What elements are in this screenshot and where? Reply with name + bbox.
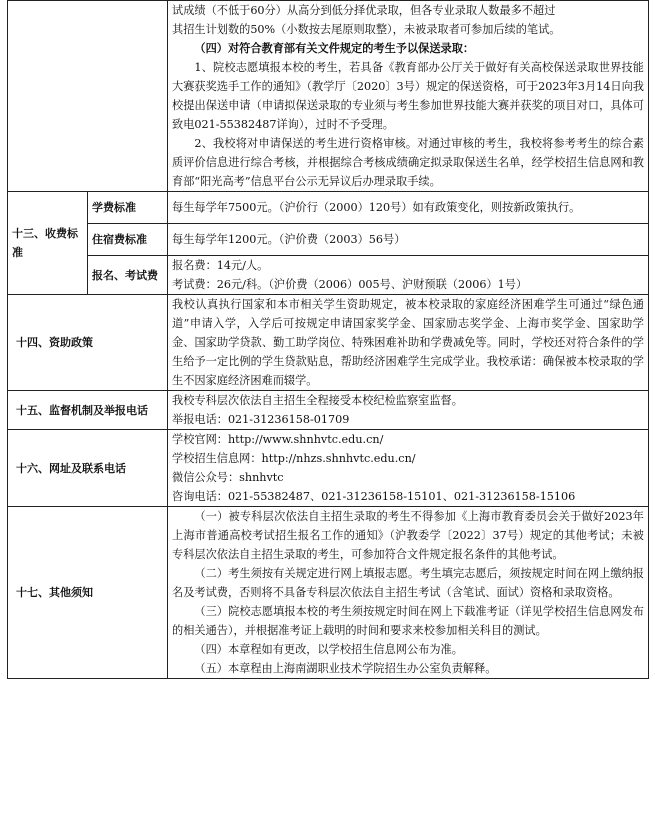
section-12-header-cell — [8, 1, 168, 192]
fee-row-accommodation — [8, 224, 649, 256]
section-16-row — [8, 430, 649, 507]
notice-item-3: （三）院校志愿填报本校的考生须按规定时间在网上下载准考证（详见学校招生信息网发布的相关通告），并根据准考证上载明的时间和要求来校参加相关科目的测试。 — [172, 605, 644, 637]
fee-content-exam — [168, 256, 649, 295]
wechat-account: 微信公众号：shnhvtc — [172, 471, 284, 484]
section-12-subtitle: （四）对符合教育部有关文件规定的考生予以保送录取： — [194, 42, 475, 55]
fee-label-exam: 报名、考试费 — [88, 256, 168, 295]
section-14-content: 我校认真执行国家和本市相关学生资助规定，被本校录取的家庭经济困难学生可通过“绿色通道”申请入学，入学后可按规定申请国家奖学金、国家励志奖学金、上海市奖学金、国家助学金、国家助学贷款、勤工助学岗位、特殊困难补助和学费减免等。同时，学校还对符合条件的学生给予一定比例的学生贷款贴息，帮助经济困难学生完成学业。我校承诺：确保被本校录取的学生不因家庭经济困难而辍学。 — [168, 295, 649, 391]
notice-item-2: （二）考生须按有关规定进行网上填报志愿。考生填完志愿后，须按规定时间在网上缴纳报名及考试费，否则将不具备专科层次依法自主招生考试（含笔试、面试）资格和录取资格。 — [172, 567, 644, 599]
fee-row-tuition — [8, 192, 649, 224]
section-14-row — [8, 295, 649, 391]
section-15-content — [168, 391, 649, 430]
notice-item-1: （一）被专科层次依法自主招生录取的考生不得参加《上海市教育委员会关于做好2023年上海市普通高校考试招生报名工作的通知》（沪教委学〔2022〕37号）规定的其他考试；未被专科层次依法自主招生录取的考生，可参加符合文件规定报名条件的其他考试。 — [172, 510, 644, 561]
admission-regulations-table — [7, 0, 649, 679]
consultation-phones: 咨询电话：021-55382487、021-31236158-15101、021-31236158-15106 — [172, 490, 576, 503]
section-12-row — [8, 1, 649, 192]
section-16-title: 十六、网址及联系电话 — [8, 430, 168, 507]
section-15-line-1: 我校专科层次依法自主招生全程接受本校纪检监察室监督。 — [172, 394, 463, 407]
section-12-line-1: 试成绩（不低于60分）从高分到低分择优录取，但各专业录取人数最多不超过 — [172, 4, 556, 17]
section-17-title: 十七、其他须知 — [8, 507, 168, 679]
section-15-row — [8, 391, 649, 430]
fee-content-tuition: 每生每学年7500元。（沪价行（2000）120号）如有政策变化，则按新政策执行。 — [168, 192, 649, 224]
fee-exam-line-2: 考试费：26元/科。（沪价费（2006）005号、沪财预联（2006）1号） — [172, 278, 528, 291]
section-12-paragraph-2: 2、我校将对申请保送的考生进行资格审核。对通过审核的考生，我校将参考考生的综合素质评价信息进行综合考核，并根据综合考核成绩确定拟录取保送生名单，经学校招生信息网和教育部“阳光高考”信息平台公示无异议后办理录取手续。 — [172, 137, 644, 188]
notice-item-4: （四）本章程如有更改，以学校招生信息网公布为准。 — [194, 643, 463, 656]
notice-item-5: （五）本章程由上海南湖职业技术学院招生办公室负责解释。 — [194, 662, 497, 675]
fee-exam-line-1: 报名费：14元/人。 — [172, 259, 269, 272]
section-15-title: 十五、监督机制及举报电话 — [8, 391, 168, 430]
section-13-title: 十三、收费标准 — [8, 192, 88, 295]
section-14-title: 十四、资助政策 — [8, 295, 168, 391]
admissions-website-link[interactable]: 学校招生信息网：http://nhzs.shnhvtc.edu.cn/ — [172, 452, 416, 465]
report-phone: 举报电话：021-31236158-01709 — [172, 413, 350, 426]
fee-row-exam — [8, 256, 649, 295]
fee-content-accommodation: 每生每学年1200元。（沪价费（2003）56号） — [168, 224, 649, 256]
fee-label-tuition: 学费标准 — [88, 192, 168, 224]
section-12-content — [168, 1, 649, 192]
fee-label-accommodation: 住宿费标准 — [88, 224, 168, 256]
section-12-line-2: 其招生计划数的50%（小数按去尾原则取整），未被录取者可参加后续的笔试。 — [172, 23, 561, 36]
section-17-content — [168, 507, 649, 679]
school-website-link[interactable]: 学校官网：http://www.shnhvtc.edu.cn/ — [172, 433, 384, 446]
section-12-paragraph-1: 1、院校志愿填报本校的考生，若具备《教育部办公厅关于做好有关高校保送录取世界技能大赛获奖选手工作的通知》（教学厅〔2020〕3号）规定的保送资格，可于2023年3月14日向我校提出保送申请（申请拟保送录取的专业须与考生参加世界技能大赛并获奖的项目对口，具体可致电021-55382487详询），过时不予受理。 — [172, 61, 644, 131]
section-16-content — [168, 430, 649, 507]
section-17-row — [8, 507, 649, 679]
